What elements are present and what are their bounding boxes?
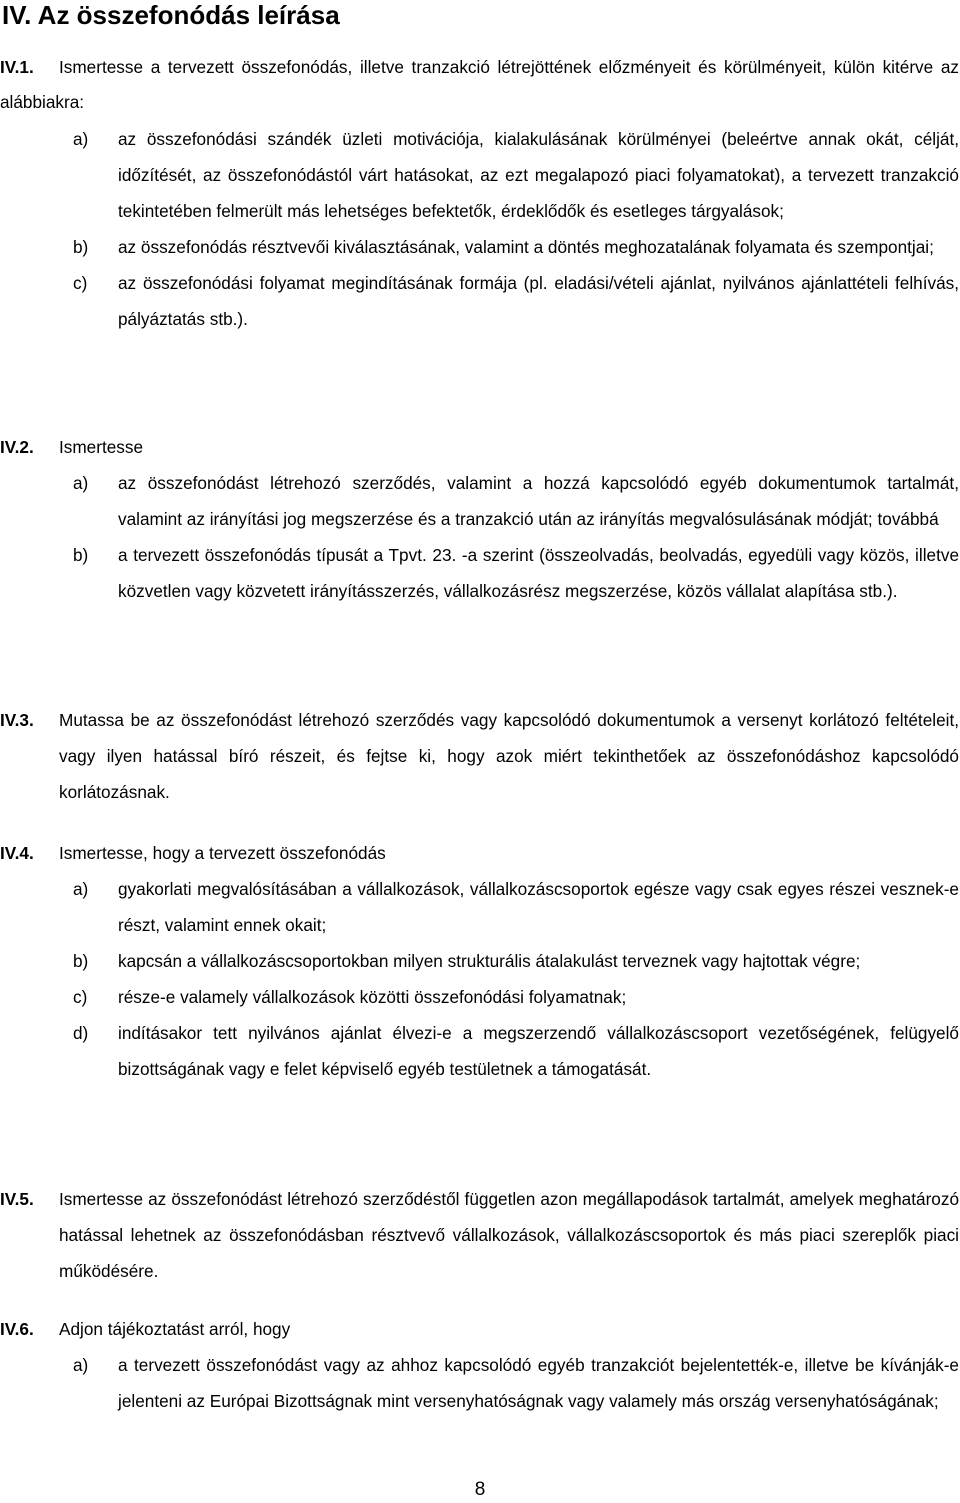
section-iv-1 bbox=[0, 50, 960, 337]
list-item-label: a) bbox=[73, 473, 89, 493]
list-item bbox=[59, 465, 959, 537]
list-item-text: az összefonódás résztvevői kiválasztásának, valamint a döntés meghozatalának folyamata és szempontjai; bbox=[118, 237, 934, 257]
list-item-label: c) bbox=[73, 987, 88, 1007]
section-body bbox=[59, 1311, 959, 1419]
list-item-text: az összefonódási folyamat megindításának formája (pl. eladási/vételi ajánlat, nyilvános ajánlattételi felhívás, pályáztatás stb.). bbox=[118, 273, 959, 329]
section-intro: Ismertesse az összefonódást létrehozó szerződéstől független azon megállapodások tartalmát, amelyek meghatározó hatással lehetnek az összefonódásban résztvevő vállalkozások, vállalkozáscsoportok és más piaci szereplők piaci működésére. bbox=[59, 1189, 959, 1281]
section-number: IV.4. bbox=[0, 843, 34, 863]
list-item bbox=[59, 537, 959, 609]
list-item-text: gyakorlati megvalósításában a vállalkozások, vállalkozáscsoportok egésze vagy csak egyes részei vesznek-e részt, valamint ennek okait; bbox=[118, 879, 959, 935]
chapter-heading: IV. Az összefonódás leírása bbox=[2, 0, 340, 30]
section-iv-3 bbox=[0, 702, 960, 810]
list-item-text: a tervezett összefonódás típusát a Tpvt. 23. -a szerint (összeolvadás, beolvadás, egyedüli vagy közös, illetve közvetlen vagy közvetett irányításszerzés, vállalkozásrész megszerzése, közös vállalat alapítása stb.). bbox=[118, 545, 959, 601]
section-body bbox=[59, 835, 959, 1087]
list-item bbox=[59, 121, 959, 229]
list-item bbox=[59, 943, 959, 979]
list-item bbox=[59, 1347, 959, 1419]
section-body bbox=[59, 702, 959, 810]
list-item bbox=[59, 265, 959, 337]
list-item-label: b) bbox=[73, 951, 89, 971]
section-intro: Adjon tájékoztatást arról, hogy bbox=[59, 1319, 291, 1339]
list-item-text: az összefonódási szándék üzleti motivációja, kialakulásának körülményei (beleértve annak okát, célját, időzítését, az összefonódástól várt hatásokat, az ezt megalapozó piaci folyamatokat), a tervezett tranzakció tekintetében felmerült más lehetséges befektetők, érdeklődők és esetleges tárgyalások; bbox=[118, 129, 959, 221]
section-iv-2 bbox=[0, 429, 960, 609]
list-item-text: része-e valamely vállalkozások közötti összefonódási folyamatnak; bbox=[118, 987, 627, 1007]
list-item-text: indításakor tett nyilvános ajánlat élvezi-e a megszerzendő vállalkozáscsoport vezetőségének, felügyelő bizottságának vagy e felet képviselő egyéb testületnek a támogatását. bbox=[118, 1023, 959, 1079]
list-item-text: az összefonódást létrehozó szerződés, valamint a hozzá kapcsolódó egyéb dokumentumok tartalmát, valamint az irányítási jog megszerzése és a tranzakció után az irányítás megvalósulásának módját; továbbá bbox=[118, 473, 959, 529]
list-item bbox=[59, 871, 959, 943]
section-body bbox=[59, 1181, 959, 1289]
list-item-text: kapcsán a vállalkozáscsoportokban milyen strukturális átalakulást terveznek vagy hajtottak végre; bbox=[118, 951, 861, 971]
section-intro: Mutassa be az összefonódást létrehozó szerződés vagy kapcsolódó dokumentumok a versenyt korlátozó feltételeit, vagy ilyen hatással bíró részeit, és fejtse ki, hogy azok miért tekinthetőek az összefonódáshoz kapcsolódó korlátozásnak. bbox=[59, 710, 959, 802]
section-number: IV.6. bbox=[0, 1319, 34, 1339]
list-item-label: d) bbox=[73, 1023, 89, 1043]
section-number: IV.2. bbox=[0, 437, 34, 457]
list-item-text: a tervezett összefonódást vagy az ahhoz kapcsolódó egyéb tranzakciót bejelentették-e, illetve be kívánják-e jelenteni az Európai Bizottságnak mint versenyhatóságnak vagy valamely más ország versenyhatóságának; bbox=[118, 1355, 959, 1411]
list-item-label: b) bbox=[73, 545, 89, 565]
section-iv-4 bbox=[0, 835, 960, 1087]
section-number: IV.1. bbox=[0, 57, 34, 77]
list-item-label: c) bbox=[73, 273, 88, 293]
section-iv-6 bbox=[0, 1311, 960, 1419]
section-intro: Ismertesse, hogy a tervezett összefonódás bbox=[59, 843, 386, 863]
list-item-label: b) bbox=[73, 237, 89, 257]
list-item-label: a) bbox=[73, 129, 89, 149]
list-item-label: a) bbox=[73, 879, 89, 899]
section-body bbox=[0, 50, 959, 337]
section-number: IV.5. bbox=[0, 1189, 34, 1209]
page-number: 8 bbox=[474, 1479, 486, 1500]
list-item bbox=[59, 979, 959, 1015]
section-iv-5 bbox=[0, 1181, 960, 1289]
list-item bbox=[59, 229, 959, 265]
section-number: IV.3. bbox=[0, 710, 34, 730]
list-item-label: a) bbox=[73, 1355, 89, 1375]
section-intro: Ismertesse bbox=[59, 437, 144, 457]
section-intro: Ismertesse a tervezett összefonódás, illetve tranzakció létrejöttének előzményeit és körülményeit, külön kitérve az alábbiakra: bbox=[0, 57, 959, 112]
section-body bbox=[59, 429, 959, 609]
list-item bbox=[59, 1015, 959, 1087]
